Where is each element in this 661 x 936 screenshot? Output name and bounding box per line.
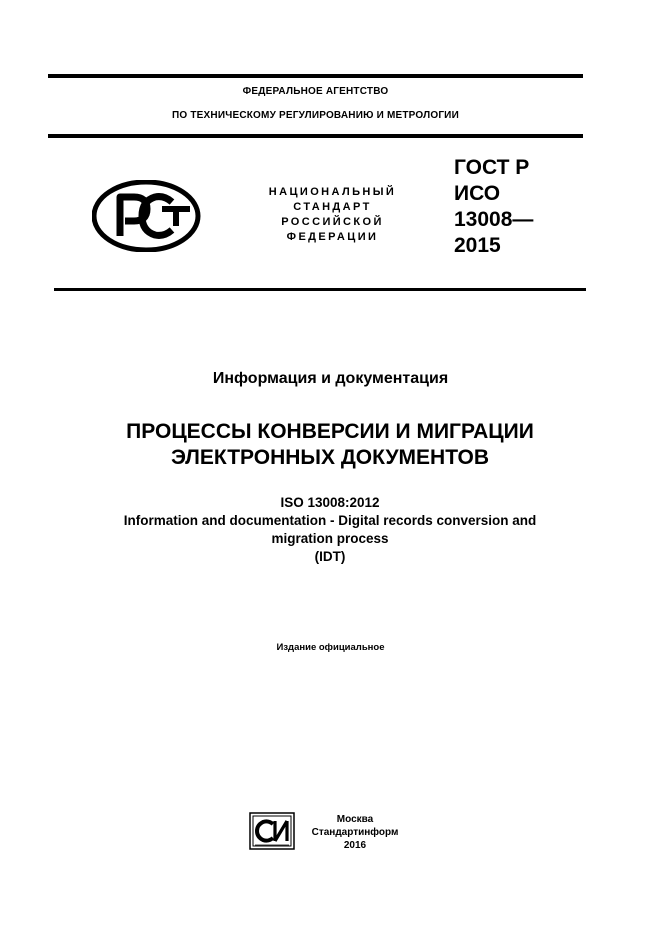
title-block-divider [54, 288, 586, 291]
designation-line3: 13008— [454, 208, 534, 231]
subject-heading: Информация и документация [212, 370, 449, 387]
document-title [60, 419, 600, 471]
top-divider [48, 74, 583, 78]
iso-title-line1: Information and documentation - Digital records conversion and [123, 513, 537, 528]
standard-type-line4: ФЕДЕРАЦИИ [286, 231, 379, 243]
publication-year: 2016 [343, 840, 367, 851]
publisher-imprint [300, 813, 410, 852]
designation-line2: ИСО [454, 182, 501, 205]
publisher-city: Москва [336, 814, 374, 825]
designation-line1: ГОСТ Р [454, 156, 530, 179]
standartinform-logo-icon [249, 812, 295, 850]
standard-type [250, 185, 415, 245]
standard-type-line1: НАЦИОНАЛЬНЫЙ [268, 186, 397, 198]
title-line1: ПРОЦЕССЫ КОНВЕРСИИ И МИГРАЦИИ [126, 420, 534, 443]
agency-name-line1: ФЕДЕРАЛЬНОЕ АГЕНТСТВО [242, 86, 389, 97]
standard-designation [454, 155, 533, 259]
publisher-name: Стандартинформ [311, 827, 399, 838]
title-line2: ЭЛЕКТРОННЫХ ДОКУМЕНТОВ [170, 446, 489, 469]
iso-number: ISO 13008:2012 [280, 495, 380, 510]
header-divider [48, 134, 583, 138]
standard-type-line2: СТАНДАРТ [293, 201, 372, 213]
edition-note: Издание официальное [276, 642, 385, 653]
agency-name-line2: ПО ТЕХНИЧЕСКОМУ РЕГУЛИРОВАНИЮ И МЕТРОЛОГИИ [172, 110, 459, 121]
standard-type-line3: РОССИЙСКОЙ [281, 216, 384, 228]
rst-certification-mark-icon [92, 180, 202, 252]
iso-title-line2: migration process [271, 531, 389, 546]
iso-degree: (IDT) [314, 549, 346, 564]
iso-reference [40, 494, 620, 566]
designation-line4: 2015 [454, 234, 501, 257]
